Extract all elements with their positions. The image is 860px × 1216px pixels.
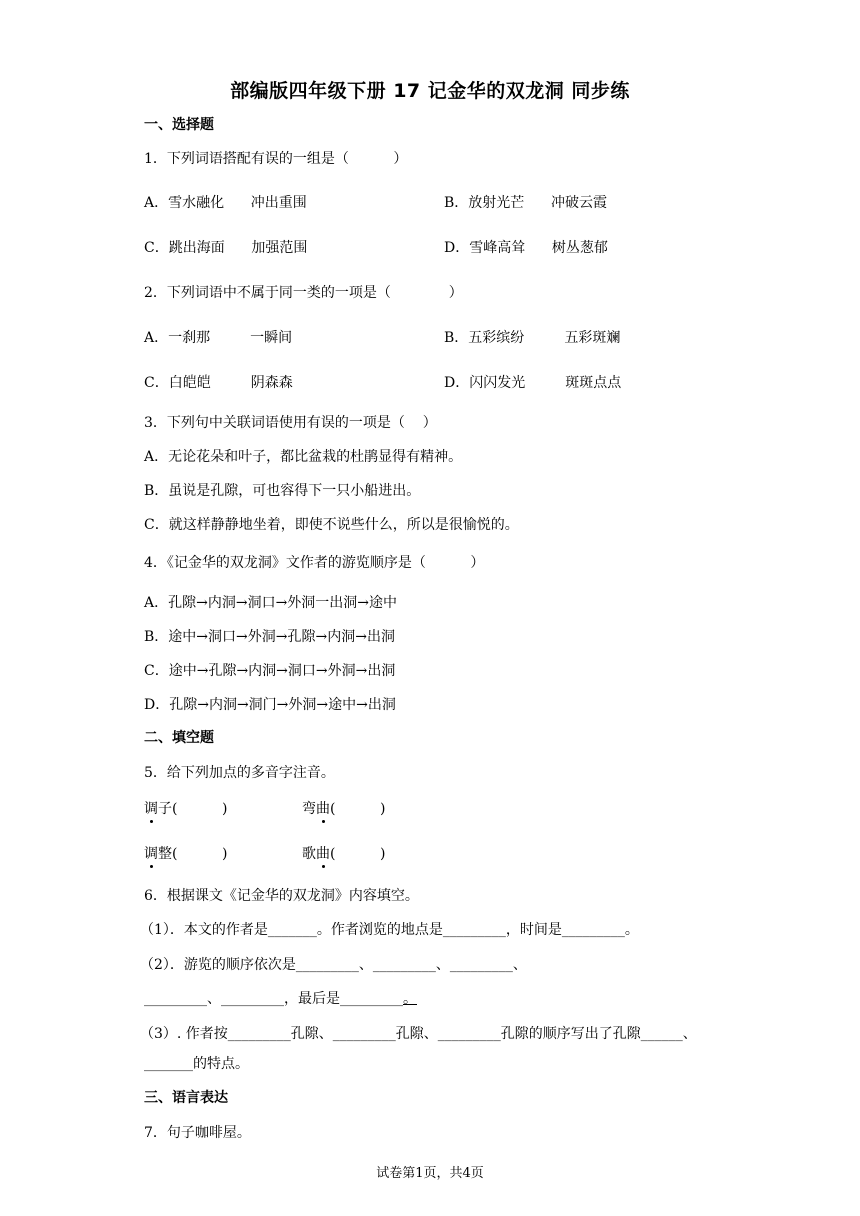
dotted-char: 调	[144, 843, 158, 863]
page-footer: 试卷第1页，共4页	[376, 1166, 484, 1181]
question-5-item-1	[144, 798, 227, 818]
section-heading-expression: 三、语言表达	[144, 1090, 228, 1106]
page-title: 部编版四年级下册 17 记金华的双龙洞 同步练	[230, 80, 630, 102]
item-text: 子( )	[158, 801, 228, 817]
question-5-stem: 5．给下列加点的多音字注音。	[144, 765, 335, 781]
question-6-part-1: （1）．本文的作者是_______。作者浏览的地点是_________，时间是_________。	[140, 922, 639, 938]
question-4-option-c: C．途中→孔隙→内洞→洞口→外洞→出洞	[144, 663, 396, 679]
item-text: 整( )	[158, 846, 228, 862]
question-1-option-c: C．跳出海面 加强范围	[144, 240, 308, 256]
question-3-option-c: C．就这样静静地坐着，即使不说些什么，所以是很愉悦的。	[144, 517, 519, 533]
question-6-part-2-line-1: （2）．游览的顺序依次是_________、_________、_________、	[140, 957, 527, 973]
question-4-option-d: D．孔隙→内洞→洞门→外洞→途中→出洞	[144, 697, 396, 713]
question-5-item-4	[302, 843, 385, 863]
item-text: 弯	[302, 801, 316, 817]
question-2-option-c: C．白皑皑 阴森森	[144, 375, 293, 391]
dotted-char: 调	[144, 798, 158, 818]
question-3-stem: 3．下列句中关联词语使用有误的一项是（ ）	[144, 415, 437, 431]
question-2-option-b: B．五彩缤纷 五彩斑斓	[444, 330, 621, 346]
question-1-option-b: B．放射光芒 冲破云霞	[444, 195, 607, 211]
item-blank: ( )	[330, 801, 386, 817]
question-2-option-d: D．闪闪发光 斑斑点点	[444, 375, 622, 391]
question-2-option-a: A．一刹那 一瞬间	[144, 330, 293, 346]
underlined-period: 。	[403, 991, 417, 1007]
item-blank: ( )	[330, 846, 386, 862]
part-text: _________、_________，最后是_________	[144, 991, 403, 1007]
question-1-stem: 1．下列词语搭配有误的一组是（ ）	[144, 151, 408, 167]
dotted-char: 曲	[316, 798, 330, 818]
question-3-option-a: A．无论花朵和叶子，都比盆栽的杜鹃显得有精神。	[144, 449, 463, 465]
item-text: 歌	[302, 846, 316, 862]
question-6-part-3-line-1: （3）. 作者按_________孔隙、_________孔隙、_________孔隙的顺序写出了孔隙______、	[140, 1026, 697, 1042]
question-4-option-a: A．孔隙→内洞→洞口→外洞一出洞→途中	[144, 595, 398, 611]
section-heading-choice: 一、选择题	[144, 117, 214, 133]
question-5-item-2	[302, 798, 385, 818]
question-1-option-d: D．雪峰高耸 树丛葱郁	[444, 240, 608, 256]
question-1-option-a: A．雪水融化 冲出重围	[144, 195, 307, 211]
question-4-option-b: B．途中→洞口→外洞→孔隙→内洞→出洞	[144, 629, 395, 645]
question-6-stem: 6．根据课文《记金华的双龙洞》内容填空。	[144, 888, 419, 904]
question-7-stem: 7．句子咖啡屋。	[144, 1125, 251, 1141]
dotted-char: 曲	[316, 843, 330, 863]
question-6-part-2-line-2	[144, 988, 417, 1008]
question-2-stem: 2．下列词语中不属于同一类的一项是（ ）	[144, 285, 463, 301]
section-heading-fill: 二、填空题	[144, 730, 214, 746]
question-5-item-3	[144, 843, 227, 863]
question-4-stem: 4．《记金华的双龙洞》文作者的游览顺序是（ ）	[144, 555, 485, 571]
question-6-part-3-line-2: _______的特点。	[144, 1056, 249, 1072]
question-3-option-b: B．虽说是孔隙，可也容得下一只小船进出。	[144, 483, 421, 499]
